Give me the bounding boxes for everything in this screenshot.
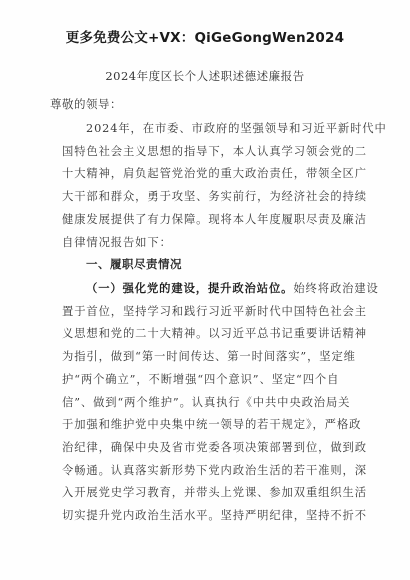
body-line: 护“两个确立”，不断增强“四个意识”、坚定“四个自 bbox=[62, 372, 340, 386]
body-line: 置于首位，坚持学习和践行习近平新时代中国特色社会主 bbox=[62, 304, 367, 318]
document-title: 2024年度区长个人述职述德述廉报告 bbox=[105, 69, 305, 83]
intro-line: 自律情况报告如下： bbox=[62, 235, 172, 249]
intro-paragraph bbox=[62, 118, 387, 254]
body-line: 义思想和党的二十大精神。以习近平总书记重要讲话精神 bbox=[62, 327, 367, 341]
subsection-1-first-text: 始终将政治建设 bbox=[293, 282, 379, 295]
intro-line: 2024年，在市委、市政府的坚强领导和习近平新时代中 bbox=[86, 122, 387, 135]
section-heading-1: 一、履职尽责情况 bbox=[86, 257, 182, 271]
intro-line: 健康发展提供了有力保障。现将本人年度履职尽责及廉洁 bbox=[62, 212, 367, 226]
body-line: 入开展党史学习教育，并带头上党课、参加双重组织生活 bbox=[62, 486, 367, 500]
promo-banner: 更多免费公文+VX：QiGeGongWen2024 bbox=[65, 30, 345, 46]
body-line: 治纪律，确保中央及省市党委各项决策部署到位，做到政 bbox=[62, 440, 367, 454]
intro-line: 国特色社会主义思想的指导下，本人认真学习领会党的二 bbox=[62, 144, 367, 158]
salutation: 尊敬的领导： bbox=[50, 97, 122, 111]
body-line: 为指引，做到“第一时间传达、第一时间落实”，坚定维 bbox=[62, 350, 356, 364]
body-line: 信”、做到“两个维护”。认真执行《中共中央政治局关 bbox=[62, 395, 351, 409]
intro-line: 十大精神，肩负起管党治党的重大政治责任，带领全区广 bbox=[62, 167, 367, 181]
body-line: 切实提升党内政治生活水平。坚持严明纪律，坚持不折不 bbox=[62, 509, 367, 523]
subsection-1-heading: （一）强化党的建设，提升政治站位。 bbox=[86, 282, 294, 295]
subsection-1-paragraph bbox=[62, 278, 379, 528]
subsection-1-first-line bbox=[62, 278, 379, 301]
body-line: 于加强和维护党中央集中统一领导的若干规定》，严格政 bbox=[62, 418, 362, 432]
intro-line: 大干部和群众，勇于攻坚、务实前行，为经济社会的持续 bbox=[62, 190, 367, 204]
body-line: 令畅通。认真落实新形势下党内政治生活的若干准则，深 bbox=[62, 463, 367, 477]
